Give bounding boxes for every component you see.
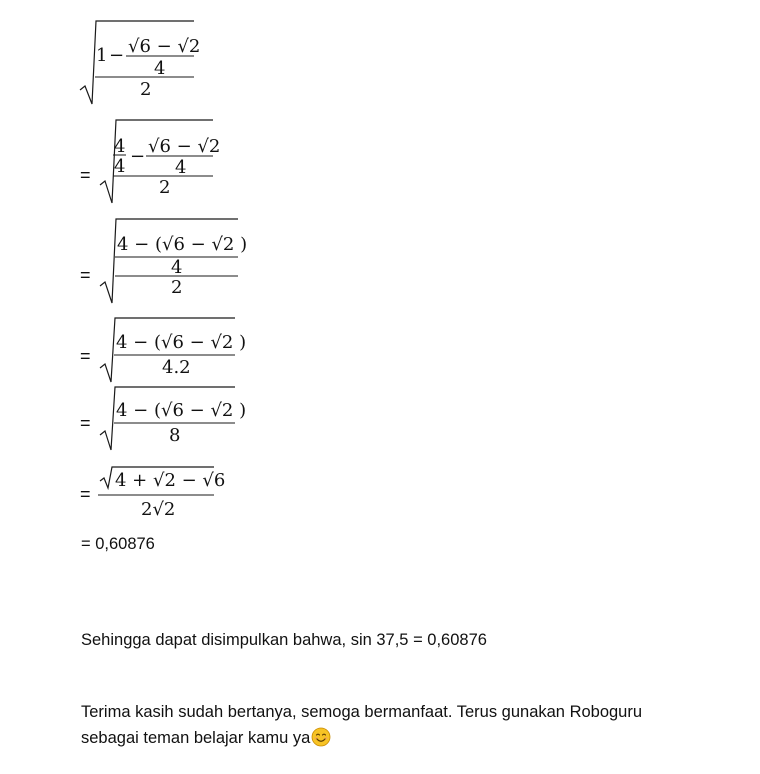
step-6-equals: =	[80, 484, 91, 504]
step-1-inner-denominator: 4	[154, 58, 166, 79]
step-5-denominator: 8	[169, 425, 181, 446]
step-4-equals: =	[80, 346, 91, 366]
smiling-face-icon	[311, 727, 331, 747]
step-3-equals: =	[80, 265, 91, 285]
closing-line-1: Terima kasih sudah bertanya, semoga bermanfaat. Terus gunakan Roboguru	[81, 703, 643, 721]
step-5-numerator: 4 − (√6 − √2 )	[116, 400, 247, 421]
step-2-inner-denominator: 4	[175, 157, 187, 178]
step-2-small-denominator: 4	[114, 156, 126, 177]
step-6-numerator-radicand: 4 + √2 − √6	[115, 470, 226, 491]
step-4-denominator: 4.2	[162, 357, 191, 378]
step-3-inner-numerator: 4 − (√6 − √2 )	[117, 234, 248, 255]
step-2-inner-numerator: √6 − √2	[148, 136, 221, 157]
step-1-minus: −	[109, 45, 125, 66]
step-1-outer-denominator: 2	[140, 79, 152, 100]
step-5-equals: =	[80, 413, 91, 433]
step-2-minus: −	[130, 146, 146, 167]
step-1-inner-numerator: √6 − √2	[128, 36, 201, 57]
conclusion-text: Sehingga dapat disimpulkan bahwa, sin 37,5 = 0,60876	[81, 631, 487, 649]
step-4-numerator: 4 − (√6 − √2 )	[116, 332, 247, 353]
step-2-equals: =	[80, 165, 91, 185]
step-3-inner-denominator: 4	[171, 257, 183, 278]
step-1-leading-one: 1	[96, 45, 108, 66]
step-2-small-numerator: 4	[114, 136, 126, 157]
step-2-outer-denominator: 2	[159, 177, 171, 198]
closing-line-2-text: sebagai teman belajar kamu ya	[81, 729, 311, 747]
closing-line-2	[81, 725, 331, 751]
step-6-denominator: 2√2	[141, 499, 176, 520]
step-3-outer-denominator: 2	[171, 277, 183, 298]
final-result: = 0,60876	[81, 535, 155, 553]
